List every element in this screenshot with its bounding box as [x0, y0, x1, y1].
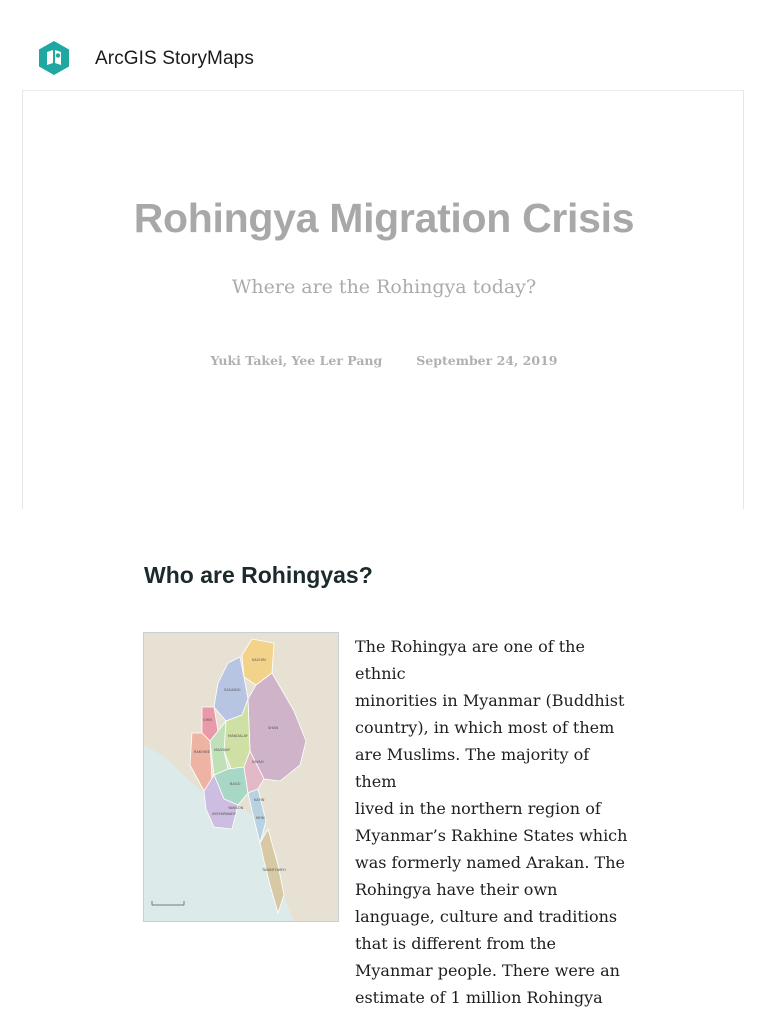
body-line: language, culture and traditions: [355, 907, 618, 926]
body-line: was formerly named Arakan. The: [355, 853, 625, 872]
body-line: are Muslims. The majority of them: [355, 745, 590, 791]
map-label: CHIN: [203, 718, 212, 722]
body-line: country), in which most of them: [355, 718, 615, 737]
body-line: Myanmar people. There were an: [355, 961, 620, 980]
map-label: MON: [256, 816, 265, 820]
story-title: Rohingya Migration Crisis: [133, 195, 635, 241]
body-line: estimate of 1 million Rohingya: [355, 988, 603, 1007]
body-line: The Rohingya are one of the ethnic: [355, 637, 585, 683]
section-body-text: [355, 633, 635, 1011]
storymaps-logo-icon[interactable]: [38, 40, 70, 76]
story-subtitle: Where are the Rohingya today?: [231, 276, 537, 298]
brand-name[interactable]: ArcGIS StoryMaps: [95, 48, 254, 69]
story-cover: [22, 90, 744, 509]
body-line: lived in the northern region of: [355, 799, 601, 818]
myanmar-map-image[interactable]: [143, 632, 339, 922]
section-heading: Who are Rohingyas?: [144, 562, 373, 588]
body-line: Myanmar’s Rakhine States which: [355, 826, 628, 845]
map-label: RAKHINE: [194, 750, 210, 754]
map-label: SAGAING: [224, 688, 241, 692]
map-label: KAYAH: [252, 760, 264, 764]
map-label: KACHIN: [252, 658, 266, 662]
authors: Yuki Takei, Yee Ler Pang: [210, 353, 383, 368]
map-label: BAGO: [230, 782, 241, 786]
body-line: Rohingya have their own: [355, 880, 558, 899]
map-label: AYEYARWADY: [212, 812, 236, 816]
map-label: YANGON: [228, 806, 244, 810]
map-label: MANDALAY: [228, 734, 248, 738]
map-label: KAYIN: [254, 798, 265, 802]
publish-date: September 24, 2019: [416, 353, 558, 368]
body-line: that is different from the: [355, 934, 556, 953]
byline: [23, 353, 745, 368]
map-label: MAGWAY: [214, 748, 231, 752]
map-label: SHAN: [268, 726, 279, 730]
body-line: minorities in Myanmar (Buddhist: [355, 691, 625, 710]
map-label: TANINTHARYI: [262, 868, 286, 872]
app-header: [0, 0, 768, 90]
